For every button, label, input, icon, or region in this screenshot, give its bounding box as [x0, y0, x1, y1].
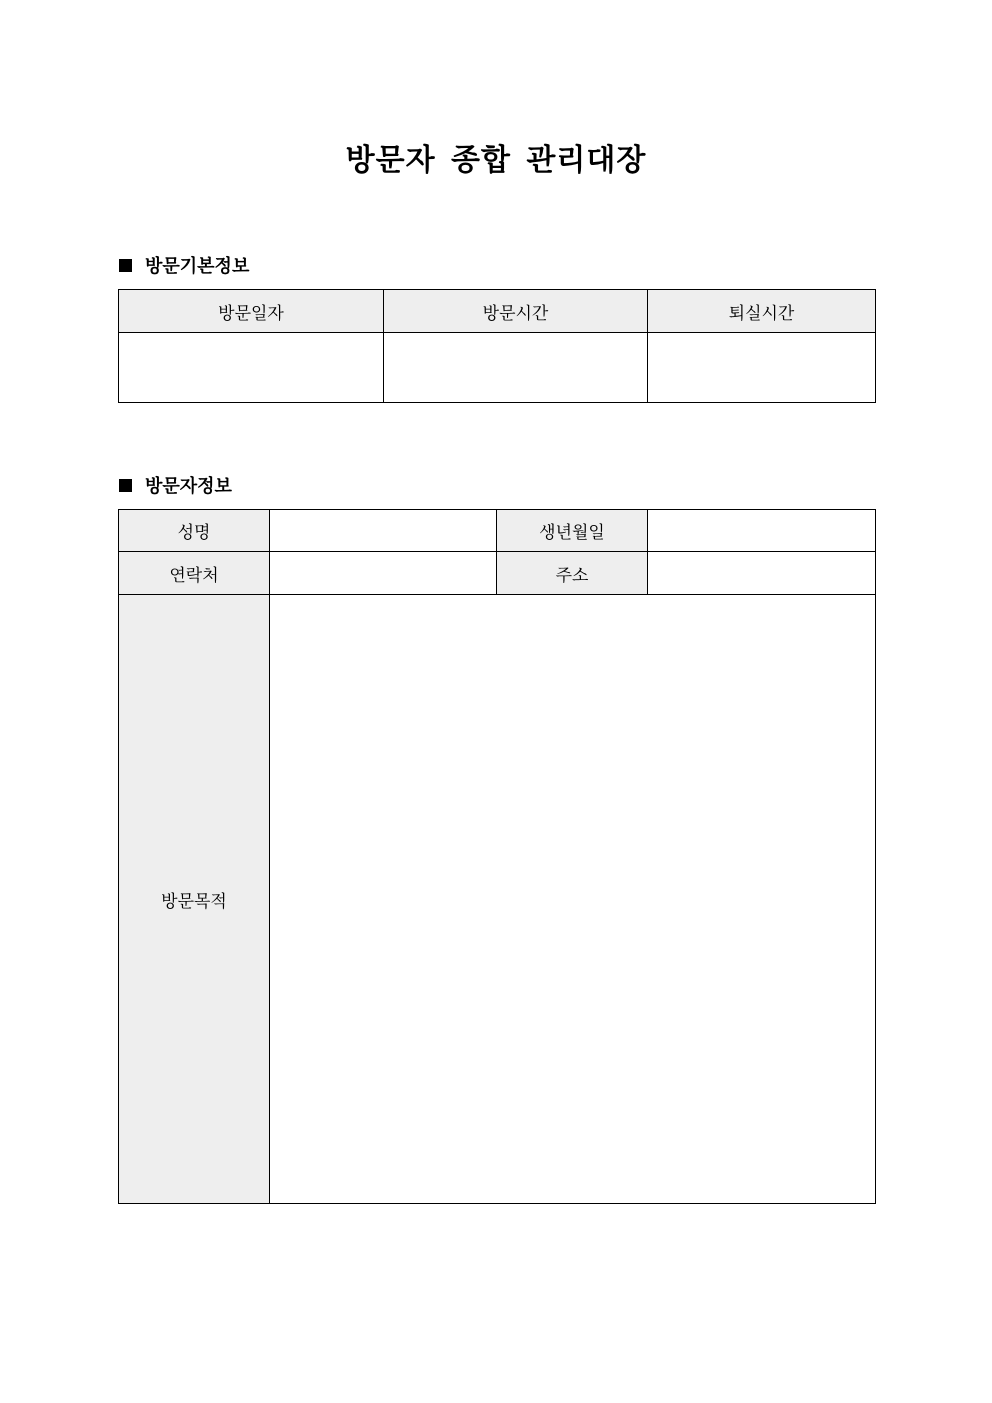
section-heading-label: 방문기본정보 — [145, 256, 250, 277]
birthdate-field[interactable] — [648, 510, 876, 552]
exit-time-field[interactable] — [648, 333, 876, 403]
visit-time-field[interactable] — [384, 333, 648, 403]
address-field[interactable] — [648, 552, 876, 595]
exit-time-header: 퇴실시간 — [648, 290, 876, 333]
visit-time-header: 방문시간 — [384, 290, 648, 333]
table-row — [119, 333, 876, 403]
page-title: 방문자 종합 관리대장 — [345, 143, 647, 178]
purpose-label: 방문목적 — [119, 595, 270, 1204]
address-label: 주소 — [497, 552, 648, 595]
black-square-icon — [119, 479, 132, 492]
basic-info-table — [118, 289, 876, 403]
table-row — [119, 595, 876, 1204]
black-square-icon — [119, 259, 132, 272]
birthdate-label: 생년월일 — [497, 510, 648, 552]
table-row — [119, 552, 876, 595]
section-heading-basic-info — [119, 252, 249, 278]
contact-label: 연락처 — [119, 552, 270, 595]
contact-field[interactable] — [270, 552, 497, 595]
section-heading-label: 방문자정보 — [145, 476, 232, 497]
table-row — [119, 510, 876, 552]
purpose-field[interactable] — [270, 595, 876, 1204]
visitor-info-table — [118, 509, 876, 1204]
visit-date-header: 방문일자 — [119, 290, 384, 333]
name-label: 성명 — [119, 510, 270, 552]
visit-date-field[interactable] — [119, 333, 384, 403]
name-field[interactable] — [270, 510, 497, 552]
section-heading-visitor-info — [119, 472, 232, 498]
table-header-row — [119, 290, 876, 333]
